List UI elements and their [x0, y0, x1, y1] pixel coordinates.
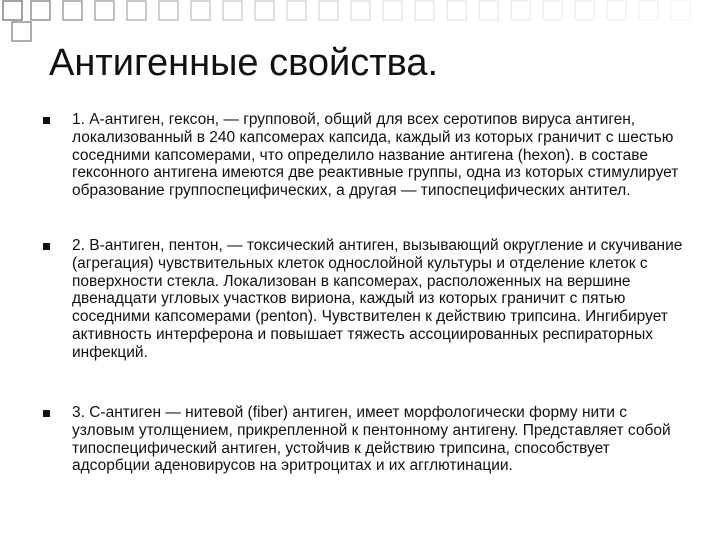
square-bullet-icon	[43, 243, 50, 250]
slide-title: Антигенные свойства.	[49, 42, 439, 84]
square-bullet-icon	[43, 117, 50, 124]
bullet-item	[43, 111, 683, 200]
bullet-item	[43, 404, 683, 475]
bullet-text: 1. А-антиген, гексон, — групповой, общий для всех серотипов вируса антиген, локализованный в 240 капсомерах капсида, каждый из которых граничит с шестью соседними капсомерами, что определило название антигена (hexon). в составе гексонного антигена имеются две реактивные группы, одна из которых стимулирует образование группоспецифических, а другая — типоспецифических антител.	[72, 111, 679, 200]
square-bullet-icon	[43, 410, 50, 417]
bullet-text: 2. В-антиген, пентон, — токсический антиген, вызывающий округление и скучивание (агрегация) чувствительных клеток однослойной культуры и отделение клеток с поверхности стекла. Локализован в капсомерах, расположенных на вершине двенадцати угловых участков вириона, каждый из которых граничит с пятью соседними капсомерами (penton). Чувствителен к действию трипсина. Ингибирует активность интерферона и повышает тяжесть ассоциированных респираторных инфекций.	[72, 237, 683, 361]
bullet-text: 3. С-антиген — нитевой (fiber) антиген, имеет морфологически форму нити с узловым утолщением, прикрепленной к пентонному антигену. Представляет собой типоспецифический антиген, устойчив к действию трипсина, способствует адсорбции аденовирусов на эритроцитах и их агглютинации.	[72, 404, 671, 475]
bullet-item	[43, 237, 683, 362]
